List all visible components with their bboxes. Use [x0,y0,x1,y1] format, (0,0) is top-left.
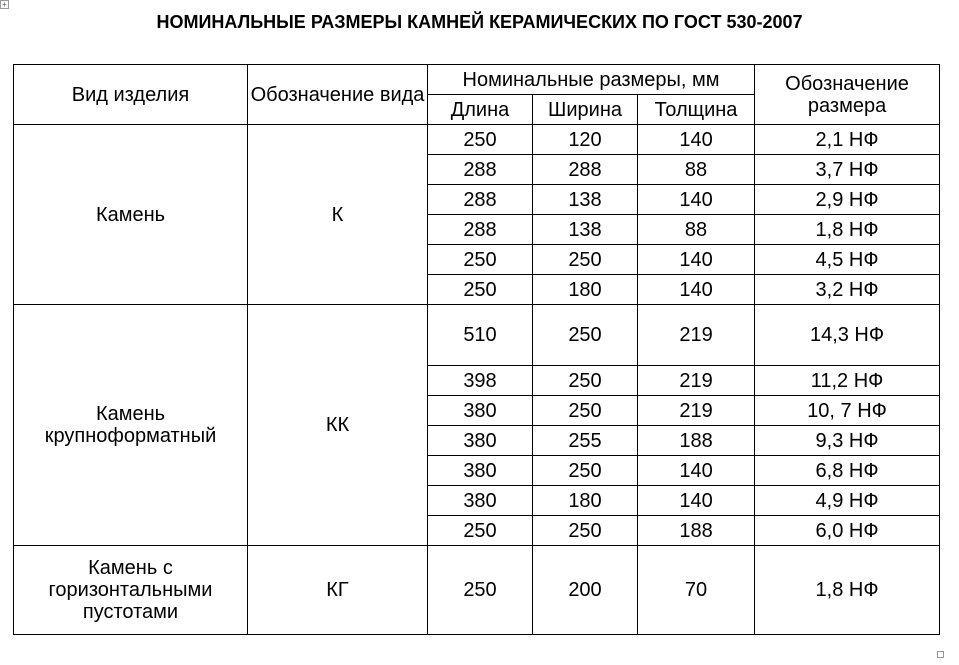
header-size-code: Обозначение размера [755,65,940,125]
width-cell: 288 [533,155,638,185]
size-code-cell: 1,8 НФ [755,546,940,635]
length-cell: 288 [428,155,533,185]
table-resize-handle[interactable] [937,651,944,658]
thickness-cell: 88 [638,155,755,185]
width-cell: 200 [533,546,638,635]
thickness-cell: 140 [638,456,755,486]
width-cell: 250 [533,396,638,426]
length-cell: 380 [428,486,533,516]
product-kind: Камень с горизонтальными пустотами [14,546,248,635]
thickness-cell: 188 [638,426,755,456]
table-row [14,305,940,366]
length-cell: 250 [428,516,533,546]
size-code-cell: 6,0 НФ [755,516,940,546]
thickness-cell: 140 [638,185,755,215]
thickness-cell: 140 [638,125,755,155]
header-width: Ширина [533,95,638,125]
length-cell: 380 [428,396,533,426]
product-kind: Камень крупноформатный [14,305,248,546]
thickness-cell: 219 [638,305,755,366]
size-code-cell: 3,7 НФ [755,155,940,185]
size-code-cell: 14,3 НФ [755,305,940,366]
size-code-cell: 11,2 НФ [755,366,940,396]
length-cell: 250 [428,275,533,305]
width-cell: 120 [533,125,638,155]
width-cell: 255 [533,426,638,456]
header-length: Длина [428,95,533,125]
product-code: КГ [248,546,428,635]
product-code: К [248,125,428,305]
width-cell: 138 [533,185,638,215]
page-title: НОМИНАЛЬНЫЕ РАЗМЕРЫ КАМНЕЙ КЕРАМИЧЕСКИХ ПО ГОСТ 530-2007 [156,12,803,32]
table-row [14,125,940,155]
header-kind: Вид изделия [14,65,248,125]
thickness-cell: 188 [638,516,755,546]
size-code-cell: 2,9 НФ [755,185,940,215]
length-cell: 288 [428,185,533,215]
length-cell: 510 [428,305,533,366]
length-cell: 250 [428,546,533,635]
size-code-cell: 4,9 НФ [755,486,940,516]
size-code-cell: 10, 7 НФ [755,396,940,426]
header-thickness: Толщина [638,95,755,125]
length-cell: 288 [428,215,533,245]
thickness-cell: 88 [638,215,755,245]
length-cell: 380 [428,426,533,456]
thickness-cell: 219 [638,396,755,426]
size-code-cell: 2,1 НФ [755,125,940,155]
length-cell: 250 [428,245,533,275]
length-cell: 380 [428,456,533,486]
width-cell: 250 [533,366,638,396]
length-cell: 398 [428,366,533,396]
width-cell: 180 [533,275,638,305]
product-code: КК [248,305,428,546]
width-cell: 138 [533,215,638,245]
thickness-cell: 140 [638,275,755,305]
size-code-cell: 4,5 НФ [755,245,940,275]
thickness-cell: 219 [638,366,755,396]
product-kind: Камень [14,125,248,305]
size-code-cell: 9,3 НФ [755,426,940,456]
length-cell: 250 [428,125,533,155]
width-cell: 250 [533,456,638,486]
size-code-cell: 1,8 НФ [755,215,940,245]
header-kind-code: Обозначение вида [248,65,428,125]
sizes-table [13,64,940,635]
table-row [14,546,940,635]
width-cell: 250 [533,305,638,366]
width-cell: 250 [533,516,638,546]
table-move-handle-icon[interactable]: + [0,0,9,9]
header-sizes: Номинальные размеры, мм [428,65,755,95]
thickness-cell: 70 [638,546,755,635]
width-cell: 180 [533,486,638,516]
thickness-cell: 140 [638,486,755,516]
size-code-cell: 3,2 НФ [755,275,940,305]
size-code-cell: 6,8 НФ [755,456,940,486]
width-cell: 250 [533,245,638,275]
thickness-cell: 140 [638,245,755,275]
